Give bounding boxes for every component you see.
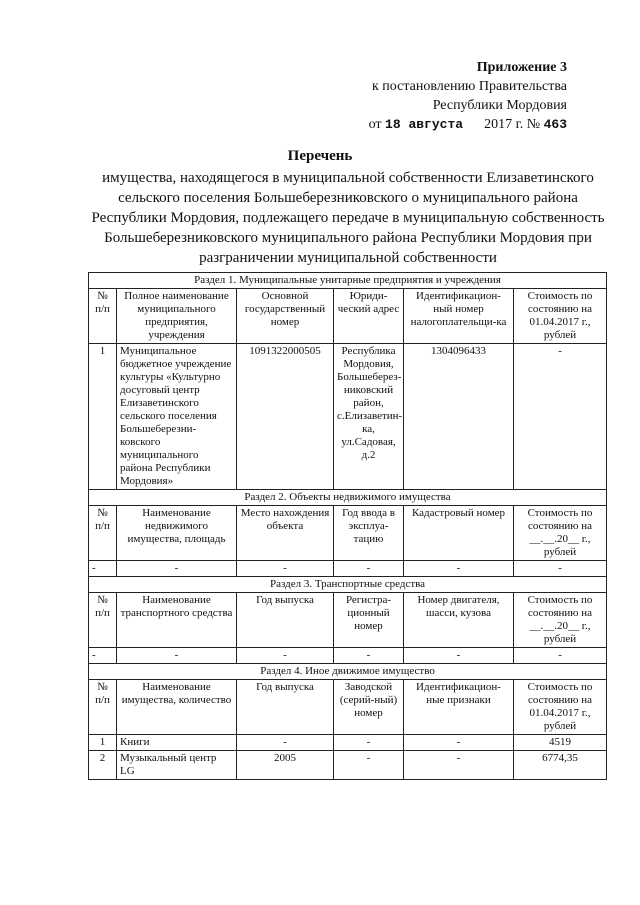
- resolution-line: к постановлению Правительства: [371, 79, 567, 94]
- section-2-header-row: [89, 506, 607, 561]
- table-row: [89, 735, 607, 751]
- appendix-title: Приложение 3: [476, 60, 567, 75]
- name-cell: Муниципальное бюджетное учреждение культуры «Культурно досуговый центр Елизаветинского сельского поселения Большеберезни-ковского муниципального района Республики Мордовия»: [117, 344, 237, 490]
- table-cell: -: [514, 648, 607, 664]
- header-cell: Регистра-ционный номер: [334, 593, 404, 648]
- section-2-title: Раздел 2. Объекты недвижимого имущества: [89, 490, 607, 506]
- table-cell: Музыкальный центр LG: [117, 751, 237, 780]
- section-4-title: Раздел 4. Иное движимое имущество: [89, 664, 607, 680]
- table-cell: -: [89, 561, 117, 577]
- table-cell: -: [404, 561, 514, 577]
- header-cell: Год выпуска: [237, 593, 334, 648]
- header-cell: Полное наименование муниципального предприятия, учреждения: [117, 289, 237, 344]
- date-suffix: 2017 г. №: [484, 117, 541, 132]
- table-cell: -: [334, 751, 404, 780]
- table-row: [89, 344, 607, 490]
- header-cell: Кадастровый номер: [404, 506, 514, 561]
- header-cell: № п/п: [89, 289, 117, 344]
- table-cell: -: [514, 561, 607, 577]
- resolution-number: 463: [543, 117, 567, 132]
- table-cell: -: [117, 561, 237, 577]
- header-cell: Номер двигателя, шасси, кузова: [404, 593, 514, 648]
- table-row: [89, 751, 607, 780]
- header-cell: Год ввода в эксплуа-тацию: [334, 506, 404, 561]
- date-prefix: от: [368, 117, 382, 132]
- table-cell: 6774,35: [514, 751, 607, 780]
- header-cell: Стоимость по состоянию на 01.04.2017 г., рублей: [514, 680, 607, 735]
- inn-cell: 1304096433: [404, 344, 514, 490]
- table-cell: -: [237, 561, 334, 577]
- table-cell: 2: [89, 751, 117, 780]
- section-1-title: Раздел 1. Муниципальные унитарные предприятия и учреждения: [89, 273, 607, 289]
- header-cell: Наименование транспортного средства: [117, 593, 237, 648]
- date-value: 18 августа: [385, 117, 464, 132]
- document-title: Перечень: [287, 148, 353, 164]
- table-cell: -: [237, 735, 334, 751]
- table-row: [89, 561, 607, 577]
- table-cell: 2005: [237, 751, 334, 780]
- table-cell: -: [334, 648, 404, 664]
- appendix-block: [369, 58, 567, 134]
- section-3-header-row: [89, 593, 607, 648]
- table-cell: -: [404, 735, 514, 751]
- property-table: [88, 272, 607, 780]
- section-3-title: Раздел 3. Транспортные средства: [89, 577, 607, 593]
- table-cell: Книги: [117, 735, 237, 751]
- header-cell: Место нахождения объекта: [237, 506, 334, 561]
- header-cell: Идентификацион-ные признаки: [404, 680, 514, 735]
- header-cell: Стоимость по состоянию на 01.04.2017 г., рублей: [514, 289, 607, 344]
- table-cell: 1: [89, 735, 117, 751]
- resolution-date-line: [369, 115, 567, 134]
- header-cell: Год выпуска: [237, 680, 334, 735]
- row-number-cell: 1: [89, 344, 117, 490]
- section-4-header-row: [89, 680, 607, 735]
- header-cell: Основной государственный номер: [237, 289, 334, 344]
- table-cell: 4519: [514, 735, 607, 751]
- address-cell: Республика Мордовия, Большеберез-никовский район, с.Елизаветин-ка, ул.Садовая, д.2: [334, 344, 404, 490]
- header-cell: Наименование имущества, количество: [117, 680, 237, 735]
- header-cell: Стоимость по состоянию на __.__.20__ г., рублей: [514, 593, 607, 648]
- table-cell: -: [404, 751, 514, 780]
- table-row: [89, 648, 607, 664]
- header-cell: Юриди-ческий адрес: [334, 289, 404, 344]
- table-cell: -: [117, 648, 237, 664]
- table-cell: -: [237, 648, 334, 664]
- header-cell: № п/п: [89, 506, 117, 561]
- government-line: Республики Мордовия: [432, 98, 567, 113]
- header-cell: Стоимость по состоянию на __.__.20__ г., рублей: [514, 506, 607, 561]
- table-cell: -: [89, 648, 117, 664]
- header-cell: Идентификацион-ный номер налогоплательщи-ка: [404, 289, 514, 344]
- table-cell: -: [334, 735, 404, 751]
- header-cell: № п/п: [89, 593, 117, 648]
- header-cell: Наименование недвижимого имущества, площадь: [117, 506, 237, 561]
- section-1-header-row: [89, 289, 607, 344]
- cost-cell: -: [514, 344, 607, 490]
- table-cell: -: [404, 648, 514, 664]
- header-cell: Заводской (серий-ный) номер: [334, 680, 404, 735]
- header-cell: № п/п: [89, 680, 117, 735]
- table-cell: -: [334, 561, 404, 577]
- ogrn-cell: 1091322000505: [237, 344, 334, 490]
- document-description: имущества, находящегося в муниципальной собственности Елизаветинского сельского поселения Большеберезниковского о муниципального района Республики Мордовия, подлежащего передаче в муниципальную собственность Большеберезниковского муниципального района Республики Мордовия при разграничении муниципальной собственности: [91, 170, 605, 266]
